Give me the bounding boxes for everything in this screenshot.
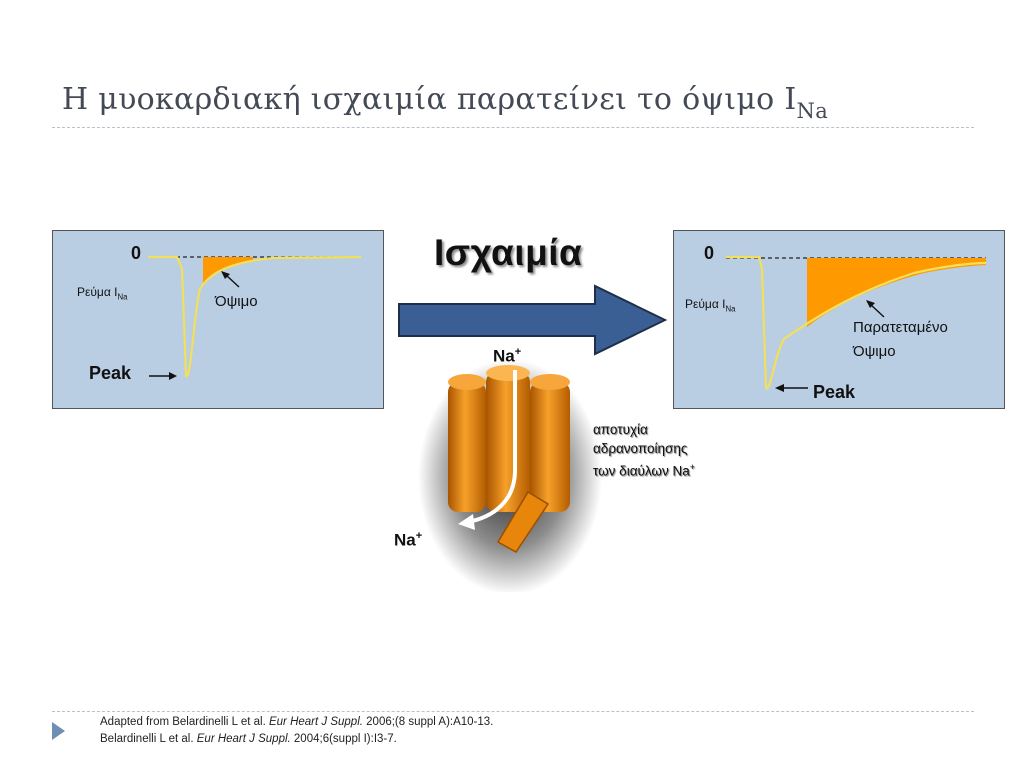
sodium-ion-bottom-label: Na+ — [394, 530, 423, 550]
right-peak-pointer-head — [775, 384, 784, 392]
right-current-label: Ρεύμα $I_{Na}$ — [685, 297, 736, 314]
left-current-curve — [148, 257, 361, 376]
right-zero-label: 0 — [704, 243, 715, 263]
channel-pillar-left — [448, 382, 486, 512]
channel-top-center — [486, 365, 530, 381]
left-peak-label: Peak — [89, 363, 132, 383]
channel-pillar-right — [530, 382, 570, 512]
left-zero-label: 0 — [131, 243, 142, 263]
left-late-pointer — [226, 275, 239, 287]
slide-title — [62, 82, 829, 123]
ischemia-label: Ισχαιμία — [434, 232, 583, 273]
sodium-channel-illustration — [418, 352, 608, 592]
channel-pillar-center — [486, 372, 530, 512]
title-divider — [52, 127, 974, 128]
right-current-panel — [673, 230, 1005, 409]
left-current-label: Ρεύμα $I_{Na}$ — [77, 285, 128, 302]
right-late-area — [807, 258, 986, 327]
ischemia-arrow-shape — [399, 286, 665, 354]
right-late-label-line2: Όψιμο — [853, 343, 896, 360]
left-late-label: Όψιμο — [215, 293, 258, 310]
left-current-panel — [52, 230, 384, 409]
right-late-label-line1: Παρατεταμένο — [853, 319, 948, 336]
right-late-pointer — [870, 304, 884, 317]
bullet-triangle-icon — [52, 722, 65, 740]
ischemia-arrow — [395, 282, 685, 362]
channel-top-right — [530, 374, 570, 390]
reference-2: Belardinelli L et al. Eur Heart J Suppl. 2004;6(suppl I):I3-7. — [100, 733, 397, 745]
left-late-area — [203, 257, 253, 283]
footer-divider — [52, 711, 974, 712]
sodium-ion-top-label: Na+ — [493, 346, 522, 366]
right-peak-label: Peak — [813, 382, 856, 402]
inactivation-failure-text: αποτυχία αδρανοποίησης των διαύλων Na+ — [593, 422, 695, 479]
reference-1: Adapted from Belardinelli L et al. Eur Heart J Suppl. 2006;(8 suppl A):A10-13. — [100, 716, 494, 728]
title-subscript: Na — [796, 99, 829, 123]
channel-top-left — [448, 374, 486, 390]
left-peak-pointer-head — [169, 372, 177, 380]
title-main: Η μυοκαρδιακή ισχαιμία παρατείνει το όψιμο Ι — [62, 82, 797, 117]
references — [100, 714, 493, 748]
